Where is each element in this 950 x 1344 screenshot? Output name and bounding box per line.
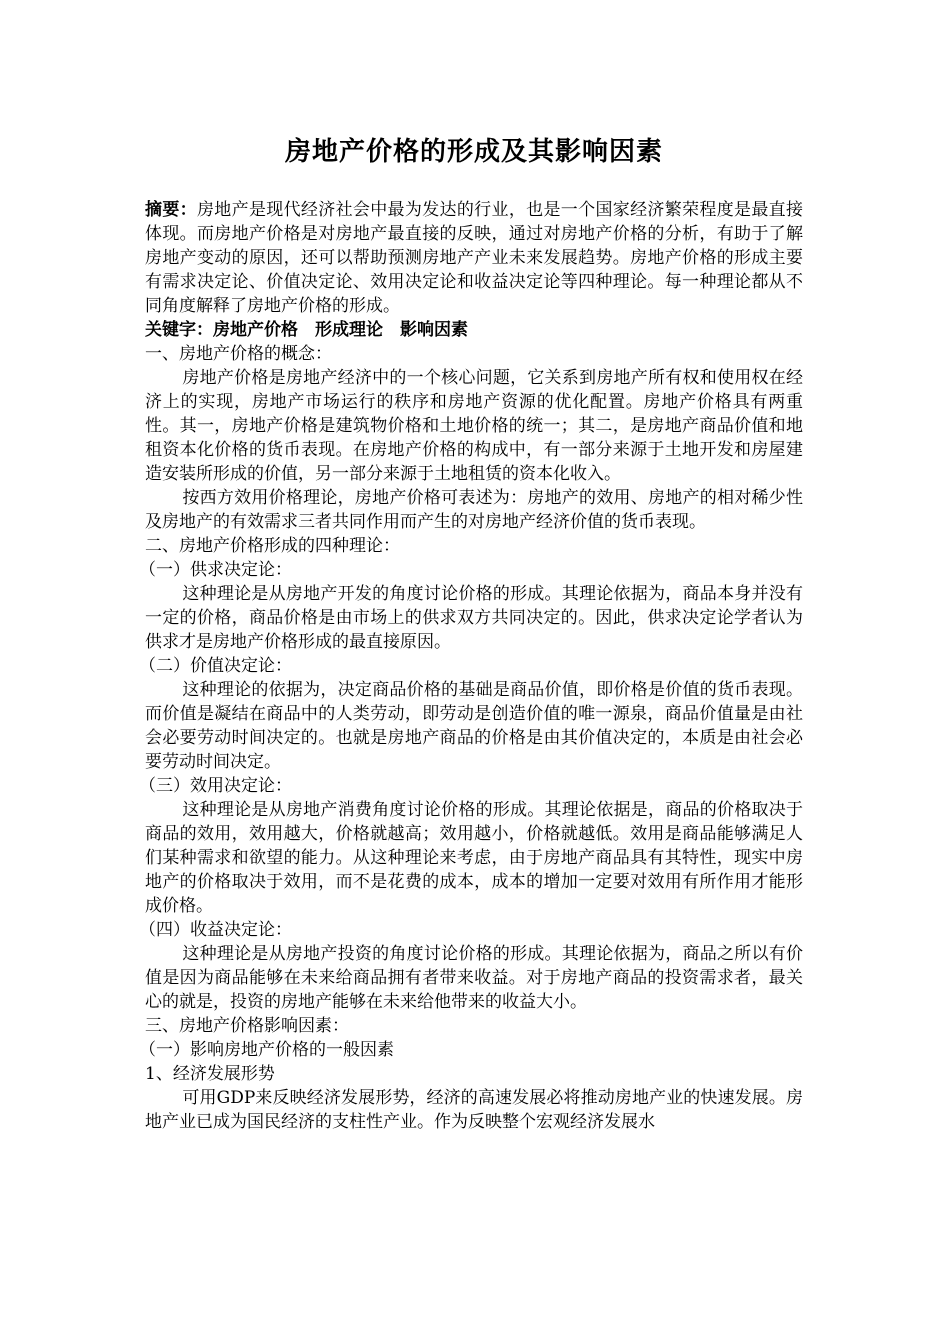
subsection-heading: （三）效用决定论： <box>139 776 292 796</box>
abstract-label: 摘要： <box>145 200 197 220</box>
subsection-heading: （四）收益决定论： <box>139 920 292 940</box>
subsection-heading: （一）供求决定论： <box>139 560 292 580</box>
abstract <box>145 198 803 318</box>
paragraph: 按西方效用价格理论，房地产价格可表述为：房地产的效用、房地产的相对稀少性及房地产的有效需求三者共同作用而产生的对房地产经济价值的货币表现。 <box>145 488 803 532</box>
paragraph: 这种理论是从房地产消费角度讨论价格的形成。其理论依据是，商品的价格取决于商品的效用，效用越大，价格就越高；效用越小，价格就越低。效用是商品能够满足人们某种需求和欲望的能力。从这种理论来考虑，由于房地产商品具有其特性，现实中房地产的价格取决于效用，而不是花费的成本，成本的增加一定要对效用有所作用才能形成价格。 <box>145 800 803 916</box>
subsection-heading: （一）影响房地产价格的一般因素 <box>139 1040 394 1060</box>
paragraph: 这种理论是从房地产开发的角度讨论价格的形成。其理论依据为，商品本身并没有一定的价格，商品价格是由市场上的供求双方共同决定的。因此，供求决定论学者认为供求才是房地产价格形成的最直接原因。 <box>145 584 803 652</box>
paragraph: 这种理论是从房地产投资的角度讨论价格的形成。其理论依据为，商品之所以有价值是因为商品能够在未来给商品拥有者带来收益。对于房地产商品的投资需求者，最关心的就是，投资的房地产能够在未来给他带来的收益大小。 <box>145 944 803 1012</box>
item-heading: 1、经济发展形势 <box>145 1064 275 1084</box>
section-heading-2: 二、房地产价格形成的四种理论： <box>145 536 400 556</box>
subsection-heading: （二）价值决定论： <box>139 656 292 676</box>
keywords: 关键字：房地产价格 形成理论 影响因素 <box>145 320 468 340</box>
section-heading-1: 一、房地产价格的概念： <box>145 344 332 364</box>
document-page <box>139 130 804 1134</box>
section-heading-3: 三、房地产价格影响因素： <box>145 1016 349 1036</box>
paragraph: 可用GDP来反映经济发展形势，经济的高速发展必将推动房地产业的快速发展。房地产业已成为国民经济的支柱性产业。作为反映整个宏观经济发展水 <box>145 1088 803 1132</box>
paragraph: 这种理论的依据为，决定商品价格的基础是商品价值，即价格是价值的货币表现。而价值是凝结在商品中的人类劳动，即劳动是创造价值的唯一源泉，商品价值量是由社会必要劳动时间决定的。也就是房地产商品的价格是由其价值决定的，本质是由社会必要劳动时间决定。 <box>145 680 803 772</box>
document-title: 房地产价格的形成及其影响因素 <box>284 137 663 167</box>
abstract-text: 房地产是现代经济社会中最为发达的行业，也是一个国家经济繁荣程度是最直接体现。而房地产价格是对房地产最直接的反映，通过对房地产价格的分析，有助于了解房地产变动的原因，还可以帮助预测房地产产业未来发展趋势。房地产价格的形成主要有需求决定论、价值决定论、效用决定论和收益决定论等四种理论。每一种理论都从不同角度解释了房地产价格的形成。 <box>145 200 804 316</box>
paragraph: 房地产价格是房地产经济中的一个核心问题，它关系到房地产所有权和使用权在经济上的实现，房地产市场运行的秩序和房地产资源的优化配置。房地产价格具有两重性。其一，房地产价格是建筑物价格和土地价格的统一；其二，是房地产商品价值和地租资本化价格的货币表现。在房地产价格的构成中，有一部分来源于土地开发和房屋建造安装所形成的价值，另一部分来源于土地租赁的资本化收入。 <box>145 368 803 484</box>
